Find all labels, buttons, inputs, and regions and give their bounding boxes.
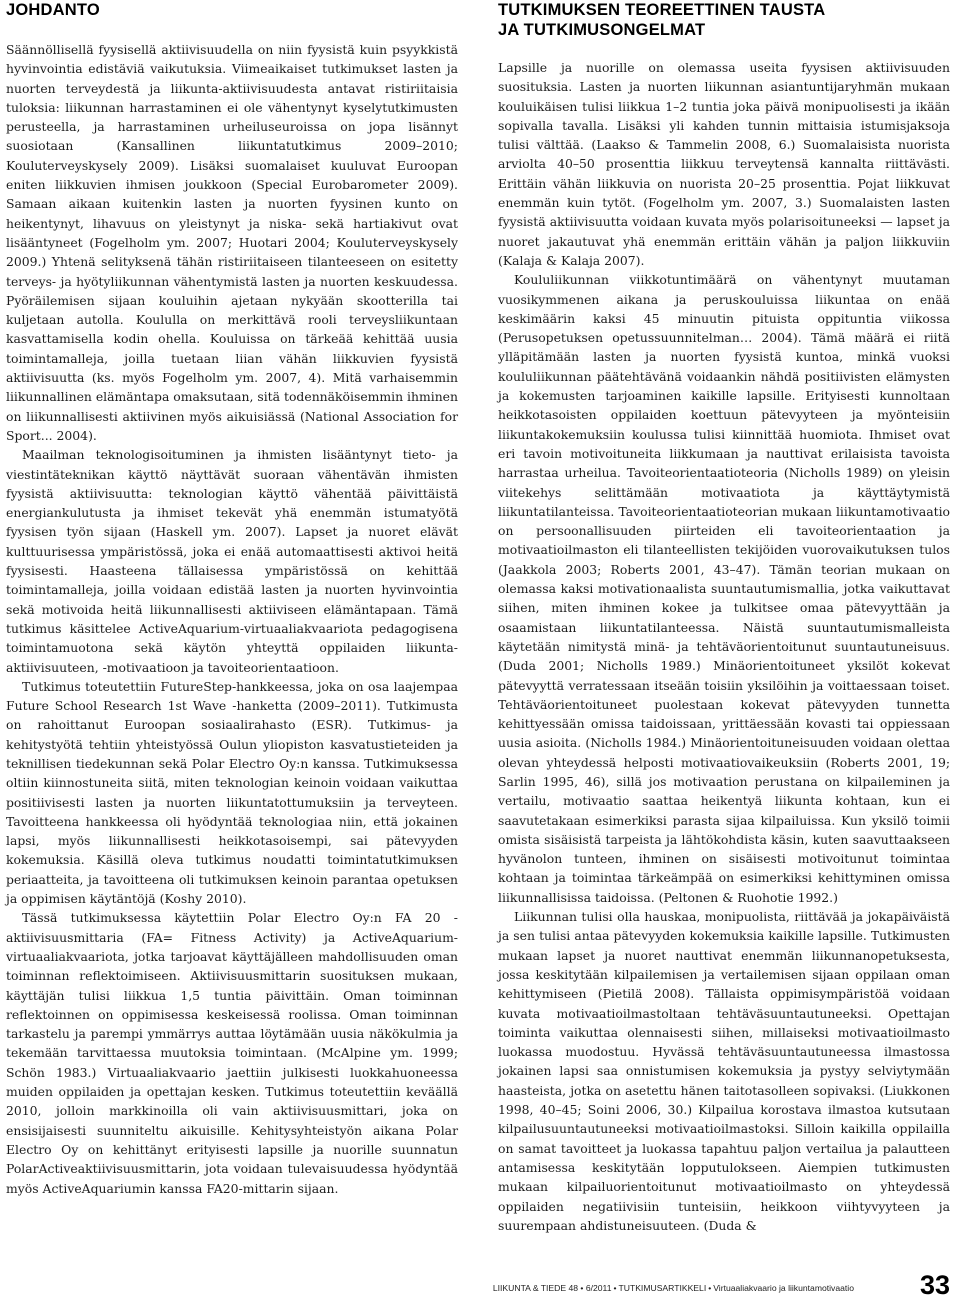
footer-journal: LIIKUNTA & TIEDE 48 • 6/2011 [492,1283,612,1293]
paragraph: Lapsille ja nuorille on olemassa useita fyysisen aktiivisuuden suosituksia. Lasten ja nuorten liikunnan asiantuntijaryhmän mukaan kouluikäisen tulisi liikkua 1–2 tuntia joka päivä monipuolisesti ja ikään sopivalla tavalla. Lisäksi yli kahden tunnin mittaisia istumisjaksoja tulisi välttää. (Laakso & Tammelin 2008, 6.) Suomalaisista nuorista arviolta 40–50 prosenttia liikkuu terveytensä kannalta riittävästi. Erittäin vähän liikkuvia on nuorista 20–25 prosenttia. Pojat liikkuvat enemmän kuin tytöt. (Fogelholm ym. 2007, 3.) Suomalaisten lasten fyysistä aktiivisuutta voidaan kuvata myös polarisoituneeksi — lapset ja nuoret jakautuvat yhä enemmän erittäin vähän ja paljon liikkuviin (Kalaja & Kalaja 2007). [498,60,950,268]
footer-title: Virtuaaliakvaario ja liikuntamotivaatio [713,1283,854,1293]
paragraph: Tutkimus toteutettiin FutureStep-hankkeessa, joka on osa laajempaa Future School Research 1st Wave -hanketta (2009–2011). Tutkimusta on rahoittanut Euroopan sosiaalirahasto (ESR). Tutkimus- ja kehitystyötä tehtiin yhteistyössä Oulun yliopiston kasvatustieteiden ja teknillisen tiedekunnan sekä Polar Electro Oy:n kanssa. Tutkimuksessa oltiin kiinnostuneita siitä, miten teknologian keinoin voidaan vaikuttaa positiivisesti lasten ja nuorten liikuntatottumuksiin ja terveyteen. Tavoitteena hankkeessa oli hyödyntää teknologiaa niin, että jokainen lapsi, myös liikunnallisesti heikkotasoisempi, sai pätevyyden kokemuksia. Käsillä oleva tutkimus noudatti toimintatutkimuksen periaatteita, ja tavoitteena oli tutkimuksen keinoin parantaa opetuksen ja oppimisen käytäntöjä (Koshy 2010). [6,678,458,907]
right-column [498,0,950,1235]
paragraph: Säännöllisellä fyysisellä aktiivisuudella on niin fyysistä kuin psyykkistä hyvinvointia edistäviä vaikutuksia. Viimeaikaiset tutkimukset lasten ja nuorten terveydestä ja liikunta-aktiivisuudesta antavat ristiriitaisia tuloksia: liikunnan harrastaminen ei ole vähentynyt kyselytutkimusten perusteella, ja harrastaminen urheiluseuroissa on jopa lisännyt suosiotaan (Kansallinen liikuntatutkimus 2009–2010; Kouluterveyskysely 2009). Lisäksi suomalaiset kuuluvat Euroopan eniten liikkuvien ihmisen joukkoon (Special Eurobarometer 2009). Samaan aikaan kuitenkin lasten ja nuorten fyysinen kunto on heikentynyt, lihavuus on yleistynyt ja niska- sekä hartiakivut ovat lisääntyneet (Fogelholm ym. 2007; Huotari 2004; Kouluterveyskysely 2009.) Yhtenä selityksenä tähän ristiriitaiseen tilanteeseen on esitetty terveys- ja hyötyliikunnan vähentymistä lasten ja nuorten keskuudessa. Pyöräilemisen sijaan kouluihin ajetaan nykyään skootterilla tai kuljetaan autolla. Koululla on merkittävä rooli terveysliikuntaan kasvattamisella kodin ohella. Kouluissa on tärkeää kehittää uusia toimintamalleja, joilla tuetaan liian vähän liikkuvien fyysistä aktiivisuutta (ks. myös Fogelholm ym. 2007, 4). Mitä varhaisemmin liikunnallinen elämäntapa omaksutaan, sitä todennäköisemmin ihminen on liikunnallisesti aktiivinen myös aikuisiässä (National Association for Sport... 2004). [6,42,458,443]
footer-section: TUTKIMUSARTIKKELI [618,1283,707,1293]
paragraph: Liikunnan tulisi olla hauskaa, monipuolista, riittävää ja jokapäiväistä ja sen tulisi antaa pätevyyden kokemuksia kaikille lapsille. Tutkimusten mukaan lapset ja nuoret nauttivat enemmän liikunnanopetuksesta, jossa keskitytään kilpailemisen ja vertailemisen sijaan oppilaan oman kehittymiseen (Pietilä 2008). Tällaista oppimisympäristöä voidaan kuvata motivaatioilmastoltaan tehtäväsuuntautuneeksi. Opettajan toiminta vaikuttaa olennaisesti siihen, millaiseksi motivaatioilmasto luokassa muodostuu. Hyvässä tehtäväsuuntautuneessa ilmastossa jokainen lapsi saa onnistumisen kokemuksia ja pystyy selviytymään haasteista, jotka on asetettu hänen taitotasolleen sopivaksi. (Liukkonen 1998, 40–45; Soini 2006, 30.) Kilpailua korostava ilmastoa kutsutaan kilpailusuuntautuneeksi motivaatioilmastoksi. Silloin kaikilla oppilailla on samat tavoitteet ja luokassa tapahtuu paljon vertailua ja palautteen antamisessa keskitytään lopputulokseen. Aiempien tutkimusten mukaan kilpailuorientoitunut motivaatioilmasto on yhteydessä oppilaiden negatiivisiin tunteisiin, heikkoon viihtyvyyteen ja suurempaan ahdistuneisuuteen. (Duda & [498,909,950,1233]
paragraph: Maailman teknologisoituminen ja ihmisten lisääntynyt tieto- ja viestintäteknikan käyttö näyttävät suoraan vähentävän ihmisten fyysistä aktiivisuutta: teknologian käyttö vähentää päivittäistä energiankulutusta ja ihmiset tekevät yhä enemmän istumatyötä fyysisen työn sijaan (Haskell ym. 2007). Lapset ja nuoret elävät kulttuurisessa ympäristössä, joka ei enää automaattisesti aktivoi heitä fyysisesti. Haasteena tällaisessa ympäristössä on kehittää toimintamalleja, joilla voidaan edistää lasten ja nuorten hyvinvointia sekä motivoida heitä liikunnallisesti aktiiviseen elämäntapaan. Tämä tutkimus käsittelee ActiveAquarium-virtuaaliakvaariota pedagogisena toimintamuotona sekä käytön yhteyttä oppilaiden liikunta-aktiivisuuteen, -motivaatioon ja tavoiteorientaatioon. [6,447,458,675]
page-footer: LIIKUNTA & TIEDE 48 • 6/2011 • TUTKIMUSARTIKKELI • Virtuaaliakvaario ja liikuntamotivaatio [492,1283,854,1293]
paragraph: Tässä tutkimuksessa käytettiin Polar Electro Oy:n FA 20 -aktiivisuusmittaria (FA= Fitness Activity) ja ActiveAquarium-virtuaaliakvaariota, jotka tarjoavat käyttäjälleen mahdollisuuden oman toiminnan reflektoimiseen. Aktiivisuusmittarin suosituksen mukaan, käyttäjän tulisi liikkua 1,5 tuntia päivittäin. Oman toiminnan reflektoinnen on oppimisessa keskeisessä roolissa. Oman toiminnan tarkastelu ja parempi ymmärrys auttaa löytämään uusia näkökulmia ja tekemään tarvittaessa muutoksia toimintaan. (McAlpine ym. 1999; Schön 1983.) Virtuaaliakvaario jaettiin julkisesti luokkahuoneessa muiden oppilaiden ja opettajan kesken. Tutkimus toteutettiin keväällä 2010, jolloin markkinoilla oli vain aktiivisuusmittari, joka on ensisijaisesti suunniteltu aikuisille. Kehitysyhteistyön aikana Polar Electro Oy on kehittänyt erityisesti lapsille ja nuorille suunnatun PolarActiveaktiivisuusmittarin, jota voidaan tulevaisuudessa hyödyntää myös ActiveAquariumin kanssa FA20-mittarin sijaan. [6,910,458,1196]
heading-line: JA TUTKIMUSONGELMAT [498,21,706,39]
heading-line: TUTKIMUKSEN TEOREETTINEN TAUSTA [498,1,826,19]
page-number: 33 [919,1270,950,1300]
paragraph: Koululiikunnan viikkotuntimäärä on vähentynyt muutaman vuosikymmenen aikana ja peruskouluissa liikuntaa on enää keskimäärin kaksi 45 minuutin pituista oppituntia viikossa (Perusopetuksen opetussuunnitelman… 2004). Tämä määrä ei riitä ylläpitämään lasten ja nuorten fyysistä kuntoa, minkä vuoksi koululiikunnan päätehtävänä voidaankin nähdä positiivisten elämysten ja kokemusten tarjoaminen kaikille lapsille. Erityisesti kunnoltaan heikkotasoisten oppilaiden koettuun pätevyyteen ja myönteisiin liikuntakokemuksiin koulussa tulisi kiinnittää huomiota. Ihmiset ovat eri tavoin motivoituneita liikkumaan ja nauttivat erilaisista tavoista harrastaa urheilua. Tavoiteorientaatioteoria (Nicholls 1989) on yleisin viitekehys selittämään motivaatiota ja käyttäytymistä liikuntatilanteissa. Tavoiteorientaatioteorian mukaan liikuntamotivaatio on persoonallisuuden piirteiden eli tavoiteorientaation ja motivaatioilmaston eli tilanteellisten tekijöiden vuorovaikutuksen tulos (Jaakkola 2003; Roberts 2001, 43–47). Tämän teorian mukaan on olemassa kaksi motivationaalista suuntautumismallia, jotka vaikuttavat siihen, miten ihminen kokee ja tulkitsee omaa pätevyyttään ja osaamistaan liikuntatilanteessa. Näistä suuntautumismalleista käytetään nimitystä minä- ja tehtäväorientoitunut suuntautuneisuus. (Duda 2001; Nicholls 1989.) Minäorientoituneet yksilöt kokevat pätevyyttä verratessaan itseään toisiin yksilöihin ja voittaessaan toiset. Tehtäväorientoituneet puolestaan kokevat pätevyyden tunnetta kehittyessään omissa taidoissaan, yrittäessään kovasti tai oppiessaan uusia asioita. (Nicholls 1984.) Minäorientoituneisuuden voidaan olettaa olevan yhteydessä helposti motivaatiovaikeuksiin (Roberts 2001, 19; Sarlin 1995, 46), sillä jos motivaation perustana on kilpaileminen ja vertailu, motivaatio saattaa heikentyä liikunta kohtaan, kun ei saavutetakaan esimerkiksi parasta sijaa kilpailuissa. Kun yksilö toimii omista sisäisistä tarpeista ja lähtökohdista käsin, kuten saavuttaakseen hyvänolon tunteen, ihminen on sisäisesti motivoitunut toimintaa kohtaan ja toimintaa tärkeämpää on esimerkiksi kehittyminen omissa liikunnallisissa taidoissa. (Peltonen & Ruohotie 1992.) [498,272,950,905]
left-column [6,0,458,1198]
section-heading-theory [498,0,950,40]
section-heading-johdanto: JOHDANTO [6,1,100,19]
